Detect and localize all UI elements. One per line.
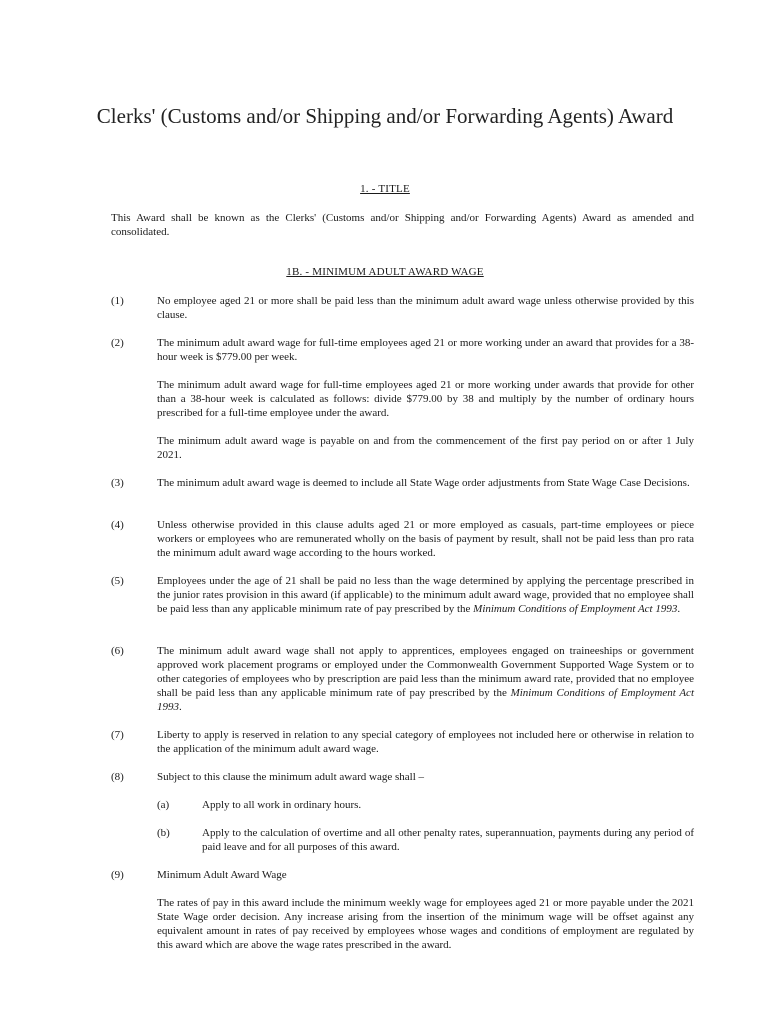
clause-number: (9) — [111, 869, 124, 881]
clause-text: The rates of pay in this award include the minimum weekly wage for employees aged 21 or more payable under the 2021 State Wage order decision. Any increase arising from the insertion of the minimum wage will be offset against any equivalent amount in rates of pay received by employees whose wages and conditions of employment are regulated by this award which are above the wage rates prescribed in the award. — [157, 897, 694, 951]
clause-number: (5) — [111, 575, 124, 587]
act-citation: Minimum Conditions of Employment Act 1993 — [157, 687, 694, 713]
page-title: Clerks' (Customs and/or Shipping and/or Forwarding Agents) Award — [96, 104, 674, 128]
clause-number: (3) — [111, 477, 124, 489]
clause-number: (4) — [111, 519, 124, 531]
section-heading-minimum-wage: 1B. - MINIMUM ADULT AWARD WAGE — [286, 266, 484, 278]
clause-heading: Minimum Adult Award Wage — [157, 869, 287, 881]
clause-text: No employee aged 21 or more shall be paid less than the minimum adult award wage unless otherwise provided by this clause. — [157, 295, 694, 321]
clause-text: Liberty to apply is reserved in relation to any special category of employees not included here or otherwise in relation to the application of the minimum adult award wage. — [157, 729, 694, 755]
clause-text: The minimum adult award wage is deemed to include all State Wage order adjustments from State Wage Case Decisions. — [157, 477, 690, 489]
clause-number: (7) — [111, 729, 124, 741]
clause-text: Employees under the age of 21 shall be paid no less than the wage determined by applying the percentage prescribed in the junior rates provision in this award (if applicable) to the minimum adult award wage, provided that no employee shall be paid less than any applicable minimum rate of pay prescribed by the Minimum Conditions of Employment Act 1993. — [157, 575, 694, 615]
subclause-text: Apply to the calculation of overtime and all other penalty rates, superannuation, payments during any period of paid leave and for all purposes of this award. — [202, 827, 694, 853]
clause-number: (8) — [111, 771, 124, 783]
clause-text: The minimum adult award wage for full-time employees aged 21 or more working under awards that provide for other than a 38-hour week is calculated as follows: divide $779.00 by 38 and multiply by the number of ordinary hours prescribed for a full-time employee under the award. — [157, 379, 694, 419]
subclause-text: Apply to all work in ordinary hours. — [202, 799, 362, 811]
clause-number: (1) — [111, 295, 124, 307]
clause-number: (2) — [111, 337, 124, 349]
clause-text: The minimum adult award wage for full-time employees aged 21 or more working under an award that provides for a 38-hour week is $779.00 per week. — [157, 337, 694, 363]
clause-text: Unless otherwise provided in this clause adults aged 21 or more employed as casuals, part-time employees or piece workers or employees who are remunerated wholly on the basis of payment by result, shall not be paid less than pro rata the minimum adult award wage according to the hours worked. — [157, 519, 694, 559]
section-heading-title: 1. - TITLE — [360, 183, 410, 195]
clause-number: (6) — [111, 645, 124, 657]
title-paragraph: This Award shall be known as the Clerks' (Customs and/or Shipping and/or Forwarding Agents) Award as amended and consolidated. — [111, 212, 694, 238]
subclause-letter: (a) — [157, 799, 170, 811]
clause-text: Subject to this clause the minimum adult award wage shall – — [157, 771, 424, 783]
clause-text: The minimum adult award wage shall not apply to apprentices, employees engaged on traineeships or government approved work placement programs or employed under the Commonwealth Government Supported Wage System or to other categories of employees who by prescription are paid less than the minimum award rate, provided that no employee shall be paid less than any applicable minimum rate of pay prescribed by the Minimum Conditions of Employment Act 1993. — [157, 645, 694, 713]
act-citation: Minimum Conditions of Employment Act 1993 — [473, 603, 678, 615]
clause-text: The minimum adult award wage is payable on and from the commencement of the first pay period on or after 1 July 2021. — [157, 435, 694, 461]
subclause-letter: (b) — [157, 827, 170, 839]
